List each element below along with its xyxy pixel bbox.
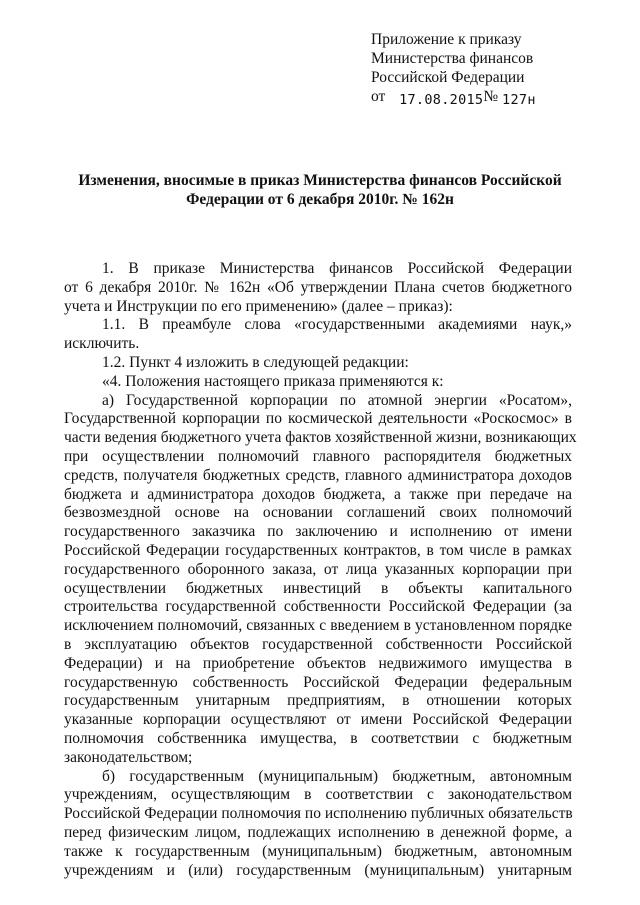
text-line: Государственной корпорации по космической деятельности «Роскосмос» в [64,410,572,428]
date-prefix: от [371,88,386,105]
order-number: 127н [502,92,536,108]
text-line: государственного заказчика по заключению и исполнению от имени [64,523,572,541]
appendix-date-line [371,87,621,107]
document-body [64,260,577,880]
text-line: части ведения бюджетного учета фактов хозяйственной жизни, возникающих [64,429,577,447]
document-title [64,171,576,209]
text-line: строительства государственной собственности Российской Федерации (за [64,598,572,616]
text-line: бюджета и администратора доходов бюджета, а также при передаче на [64,485,572,503]
paragraph-a [64,391,577,768]
paragraph-b [64,768,572,881]
title-line-2: Федерации от 6 декабря 2010г. № 162н [186,191,454,208]
text-line: указанные корпорации осуществляют от имени Российской Федерации [64,711,572,729]
text-line: государственным унитарным предприятиям, в отношении которых [64,692,572,710]
text-line: в эксплуатацию объектов государственной собственности Российской [64,635,572,653]
text-line: Российской Федерации полномочия по исполнению публичных обязательств [64,805,573,823]
paragraph-1 [64,260,572,316]
text-line: Федерации) и на приобретение объектов недвижимого имущества в [64,654,572,672]
text-line: 1.1. В преамбуле слова «государственными академиями наук,» [102,316,572,334]
appendix-line-2: Министерства финансов [371,50,534,67]
text-line: учреждениям, осуществляющим в соответствии с законодательством [64,786,572,804]
text-line: а) Государственной корпорации по атомной энергии «Росатом», [102,391,572,409]
text-line: полномочия собственника имущества, в соответствии с бюджетным [64,729,572,747]
text-line: 1. В приказе Министерства финансов Российской Федерации [102,260,572,277]
text-line: от 6 декабря 2010г. № 162н «Об утверждении Плана счетов бюджетного [64,278,572,296]
paragraph-4 [64,373,572,392]
text-line: учреждениям и (или) государственным (муниципальным) унитарным [64,861,572,879]
text-line: законодательством; [64,748,193,766]
text-line: государственного оборонного заказа, от лица указанных корпорации при [64,560,572,578]
text-line: б) государственным (муниципальным) бюджетным, автономным [102,767,572,785]
text-line: государственную собственность Российской Федерации федеральным [64,673,572,691]
number-sign: № [483,88,499,105]
text-line: средств, получателя бюджетных средств, главного администратора доходов [64,466,572,484]
text-line: осуществлении бюджетных инвестиций в объекты капитального [64,579,572,597]
appendix-line-3: Российской Федерации [371,69,525,86]
text-line: исключить. [64,335,140,353]
appendix-line-1: Приложение к приказу [371,31,522,48]
title-line-1: Изменения, вносимые в приказ Министерства финансов Российской [78,172,562,189]
text-line: учета и Инструкции по его применению» (далее – приказ): [64,297,453,315]
text-line: «4. Положения настоящего приказа применяются к: [102,372,444,390]
text-line: Российской Федерации государственных контрактов, в том числе в рамках [64,541,572,559]
appendix-header [371,30,621,107]
text-line: при осуществлении полномочий главного распорядителя бюджетных [64,447,572,465]
text-line: безвозмездной основе на основании соглашений своих полномочий [64,504,572,522]
text-line: перед физическим лицом, подлежащих исполнению в денежной форме, а [64,823,572,841]
text-line: исключением полномочий, связанных с введением в установленном порядке [64,617,572,635]
order-date: 17.08.2015 [399,92,484,108]
text-line: 1.2. Пункт 4 изложить в следующей редакции: [102,353,409,371]
paragraph-1-1 [64,316,572,354]
paragraph-1-2 [64,354,572,373]
text-line: также к государственным (муниципальным) бюджетным, автономным [64,842,572,860]
